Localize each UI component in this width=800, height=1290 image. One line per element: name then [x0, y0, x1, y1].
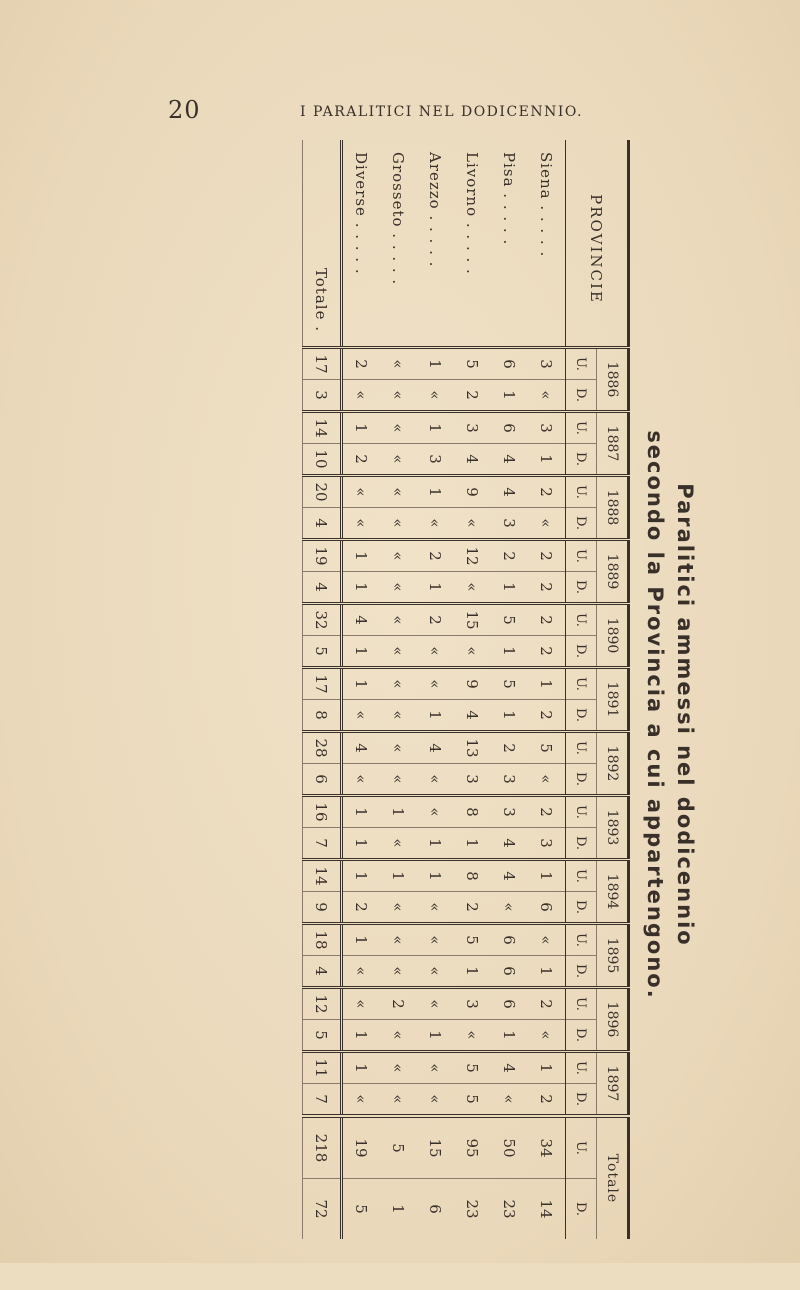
women-count-cell: 8 [303, 700, 342, 732]
total-women-cell: 23 [491, 1179, 528, 1240]
table-row [491, 140, 528, 1239]
women-count-cell: « [528, 764, 566, 796]
year-header: 1893 [597, 796, 629, 860]
running-title: I PARALITICI NEL DODICENNIO. [300, 104, 584, 120]
year-header: 1886 [597, 348, 629, 412]
men-count-cell: 1 [528, 860, 566, 892]
province-name: Diverse . . . . . [342, 140, 381, 348]
women-count-cell: 2 [528, 636, 566, 668]
women-count-cell: 1 [417, 1020, 454, 1052]
women-count-cell: 1 [491, 572, 528, 604]
men-count-cell: 3 [491, 796, 528, 828]
men-subheader: U. [566, 412, 597, 444]
women-count-cell: 1 [491, 380, 528, 412]
men-subheader: U. [566, 860, 597, 892]
men-count-cell: 9 [454, 668, 491, 700]
women-count-cell: « [528, 508, 566, 540]
men-count-cell: 11 [303, 1052, 342, 1084]
women-subheader: D. [566, 956, 597, 988]
men-count-cell: 15 [454, 604, 491, 636]
men-count-cell: « [417, 988, 454, 1020]
women-count-cell: « [380, 764, 417, 796]
women-count-cell: « [417, 764, 454, 796]
total-women-cell: 14 [528, 1179, 566, 1240]
province-name: Grosseto . . . . . [389, 152, 408, 286]
total-men-cell: 95 [454, 1116, 491, 1179]
men-count-cell: 1 [342, 412, 381, 444]
year-header: 1890 [597, 604, 629, 668]
total-row [303, 140, 342, 1239]
women-count-cell: 1 [342, 1020, 381, 1052]
women-count-cell: 3 [491, 508, 528, 540]
men-count-cell: « [417, 1052, 454, 1084]
women-count-cell: « [417, 956, 454, 988]
page-number: 20 [168, 96, 201, 124]
men-count-cell: 1 [342, 1052, 381, 1084]
total-women-subheader: D. [566, 1179, 597, 1240]
women-count-cell: 1 [342, 572, 381, 604]
men-count-cell: 2 [528, 540, 566, 572]
women-count-cell: 6 [491, 956, 528, 988]
women-count-cell: « [454, 572, 491, 604]
men-subheader: U. [566, 348, 597, 380]
women-count-cell: 5 [454, 1084, 491, 1117]
women-count-cell: « [380, 636, 417, 668]
men-count-cell: 4 [342, 732, 381, 764]
men-count-cell: 4 [491, 476, 528, 508]
men-count-cell: « [380, 924, 417, 956]
men-count-cell: 2 [528, 604, 566, 636]
men-count-cell: 9 [454, 476, 491, 508]
province-name: Pisa . . . . . [500, 152, 519, 246]
year-header: 1894 [597, 860, 629, 924]
provinces-header: PROVINCIE [566, 140, 629, 348]
women-count-cell: « [380, 444, 417, 476]
women-subheader: D. [566, 636, 597, 668]
women-subheader: D. [566, 380, 597, 412]
men-count-cell: 1 [417, 476, 454, 508]
table-row [342, 140, 381, 1239]
year-header: 1887 [597, 412, 629, 476]
women-count-cell: 9 [303, 892, 342, 924]
men-count-cell: 1 [342, 668, 381, 700]
women-count-cell: « [380, 956, 417, 988]
men-subheader: U. [566, 668, 597, 700]
women-count-cell: 4 [303, 956, 342, 988]
year-header: 1896 [597, 988, 629, 1052]
total-label: Totale . [303, 140, 342, 348]
women-count-cell: 1 [491, 700, 528, 732]
women-count-cell: 3 [491, 764, 528, 796]
men-count-cell: 19 [303, 540, 342, 572]
men-count-cell: « [528, 924, 566, 956]
women-count-cell: 2 [528, 1084, 566, 1117]
table-row [454, 140, 491, 1239]
women-subheader: D. [566, 1084, 597, 1117]
men-count-cell: 2 [380, 988, 417, 1020]
men-count-cell: 2 [528, 476, 566, 508]
table-title-line-2: secondo la Provincia a cui appartengono. [643, 430, 667, 1000]
women-count-cell: 3 [303, 380, 342, 412]
table-body [303, 140, 566, 1239]
men-subheader: U. [566, 476, 597, 508]
women-subheader: D. [566, 700, 597, 732]
total-women-cell: 5 [342, 1179, 381, 1240]
women-count-cell: 4 [454, 444, 491, 476]
men-count-cell: « [380, 732, 417, 764]
women-count-cell: « [454, 508, 491, 540]
women-count-cell: 1 [528, 444, 566, 476]
women-subheader: D. [566, 444, 597, 476]
women-count-cell: 4 [491, 828, 528, 860]
women-count-cell: « [417, 636, 454, 668]
men-count-cell: « [380, 348, 417, 380]
women-count-cell: « [380, 380, 417, 412]
men-count-cell: « [342, 988, 381, 1020]
women-count-cell: « [417, 1084, 454, 1117]
men-count-cell: 1 [342, 924, 381, 956]
women-count-cell: 6 [303, 764, 342, 796]
table-row [417, 140, 454, 1239]
women-subheader: D. [566, 1020, 597, 1052]
men-subheader: U. [566, 924, 597, 956]
men-count-cell: 2 [528, 988, 566, 1020]
men-count-cell: 1 [417, 860, 454, 892]
women-count-cell: 1 [454, 828, 491, 860]
total-women-cell: 72 [303, 1179, 342, 1240]
men-count-cell: 12 [303, 988, 342, 1020]
total-men-cell: 19 [342, 1116, 381, 1179]
women-subheader: D. [566, 764, 597, 796]
women-count-cell: « [417, 380, 454, 412]
table-row [380, 140, 417, 1239]
men-count-cell: 4 [491, 860, 528, 892]
women-count-cell: « [491, 1084, 528, 1117]
women-count-cell: « [417, 892, 454, 924]
women-count-cell: « [528, 380, 566, 412]
women-count-cell: 3 [528, 828, 566, 860]
women-count-cell: 3 [417, 444, 454, 476]
men-count-cell: « [342, 476, 381, 508]
men-count-cell: 16 [303, 796, 342, 828]
men-count-cell: 13 [454, 732, 491, 764]
men-count-cell: 8 [454, 796, 491, 828]
men-count-cell: 2 [528, 796, 566, 828]
women-count-cell: 1 [417, 572, 454, 604]
year-header: 1891 [597, 668, 629, 732]
year-header: 1897 [597, 1052, 629, 1117]
women-subheader: D. [566, 572, 597, 604]
men-count-cell: 3 [528, 412, 566, 444]
men-count-cell: 5 [454, 924, 491, 956]
women-count-cell: « [380, 1020, 417, 1052]
men-count-cell: 3 [454, 988, 491, 1020]
women-count-cell: 1 [454, 956, 491, 988]
men-count-cell: 2 [342, 348, 381, 380]
men-count-cell: 1 [342, 860, 381, 892]
men-subheader: U. [566, 1052, 597, 1084]
men-count-cell: 1 [417, 412, 454, 444]
total-men-cell: 50 [491, 1116, 528, 1179]
men-count-cell: 12 [454, 540, 491, 572]
men-count-cell: 1 [528, 1052, 566, 1084]
men-count-cell: 6 [491, 348, 528, 380]
men-count-cell: 1 [342, 796, 381, 828]
men-count-cell: 4 [491, 1052, 528, 1084]
women-subheader: D. [566, 508, 597, 540]
men-count-cell: « [380, 668, 417, 700]
women-count-cell: 2 [342, 444, 381, 476]
women-count-cell: 1 [417, 828, 454, 860]
women-count-cell: 4 [303, 508, 342, 540]
paralytics-table [302, 140, 630, 1239]
men-count-cell: « [380, 476, 417, 508]
women-count-cell: 4 [303, 572, 342, 604]
total-men-subheader: U. [566, 1116, 597, 1179]
women-count-cell: 1 [491, 636, 528, 668]
women-count-cell: 2 [342, 892, 381, 924]
women-count-cell: « [380, 1084, 417, 1117]
women-count-cell: « [342, 956, 381, 988]
men-count-cell: 32 [303, 604, 342, 636]
men-subheader: U. [566, 988, 597, 1020]
total-men-cell: 34 [528, 1116, 566, 1179]
men-count-cell: 1 [380, 796, 417, 828]
women-subheader: D. [566, 892, 597, 924]
men-count-cell: 6 [491, 412, 528, 444]
men-count-cell: 4 [342, 604, 381, 636]
total-women-cell: 23 [454, 1179, 491, 1240]
rotated-table-block [140, 140, 700, 1290]
table-row [528, 140, 566, 1239]
women-count-cell: 3 [454, 764, 491, 796]
women-count-cell: 1 [417, 700, 454, 732]
men-subheader: U. [566, 732, 597, 764]
year-header: 1888 [597, 476, 629, 540]
men-subheader: U. [566, 540, 597, 572]
women-count-cell: 1 [528, 956, 566, 988]
men-count-cell: « [380, 1052, 417, 1084]
men-count-cell: 8 [454, 860, 491, 892]
total-men-cell: 15 [417, 1116, 454, 1179]
men-count-cell: 14 [303, 412, 342, 444]
men-count-cell: 6 [491, 924, 528, 956]
women-count-cell: « [380, 828, 417, 860]
women-count-cell: « [454, 636, 491, 668]
total-header: Totale [597, 1116, 629, 1239]
province-name: Siena . . . . . [537, 152, 556, 258]
men-count-cell: 3 [454, 412, 491, 444]
men-count-cell: « [380, 540, 417, 572]
women-count-cell: 1 [491, 1020, 528, 1052]
men-count-cell: 5 [491, 668, 528, 700]
women-count-cell: 2 [454, 380, 491, 412]
men-count-cell: 17 [303, 668, 342, 700]
women-count-cell: « [342, 700, 381, 732]
women-count-cell: 5 [303, 636, 342, 668]
men-count-cell: 1 [528, 668, 566, 700]
women-count-cell: « [380, 508, 417, 540]
women-count-cell: « [380, 892, 417, 924]
women-count-cell: « [491, 892, 528, 924]
men-count-cell: 3 [528, 348, 566, 380]
women-count-cell: « [342, 508, 381, 540]
men-count-cell: 1 [342, 540, 381, 572]
women-count-cell: 7 [303, 1084, 342, 1117]
province-name: Livorno . . . . . [463, 152, 482, 275]
men-subheader: U. [566, 796, 597, 828]
women-count-cell: 4 [454, 700, 491, 732]
men-count-cell: 5 [454, 348, 491, 380]
men-count-cell: 5 [528, 732, 566, 764]
women-count-cell: « [380, 572, 417, 604]
men-count-cell: 1 [417, 348, 454, 380]
total-men-cell: 218 [303, 1116, 342, 1179]
women-count-cell: 6 [528, 892, 566, 924]
men-count-cell: 1 [380, 860, 417, 892]
men-count-cell: 14 [303, 860, 342, 892]
women-count-cell: « [342, 380, 381, 412]
women-count-cell: 5 [303, 1020, 342, 1052]
men-count-cell: 2 [491, 732, 528, 764]
page-header [0, 0, 800, 150]
men-count-cell: 2 [417, 540, 454, 572]
women-count-cell: 2 [528, 572, 566, 604]
men-count-cell: 28 [303, 732, 342, 764]
women-count-cell: « [528, 1020, 566, 1052]
men-count-cell: 2 [417, 604, 454, 636]
women-count-cell: « [380, 700, 417, 732]
women-count-cell: 2 [528, 700, 566, 732]
men-count-cell: 4 [417, 732, 454, 764]
women-count-cell: 2 [454, 892, 491, 924]
men-count-cell: « [417, 668, 454, 700]
women-count-cell: 1 [342, 636, 381, 668]
women-count-cell: 1 [342, 828, 381, 860]
women-count-cell: « [454, 1020, 491, 1052]
men-count-cell: « [380, 604, 417, 636]
year-header-row [597, 140, 629, 1239]
total-women-cell: 6 [417, 1179, 454, 1240]
women-count-cell: 4 [491, 444, 528, 476]
women-count-cell: « [342, 1084, 381, 1117]
men-count-cell: 17 [303, 348, 342, 380]
year-header: 1889 [597, 540, 629, 604]
men-count-cell: 2 [491, 540, 528, 572]
women-count-cell: 10 [303, 444, 342, 476]
women-count-cell: « [417, 508, 454, 540]
year-header: 1892 [597, 732, 629, 796]
province-name: Arezzo . . . . . [426, 152, 445, 268]
total-men-cell: 5 [380, 1116, 417, 1179]
men-subheader: U. [566, 604, 597, 636]
total-women-cell: 1 [380, 1179, 417, 1240]
women-count-cell: « [342, 764, 381, 796]
men-count-cell: 20 [303, 476, 342, 508]
year-header: 1895 [597, 924, 629, 988]
women-count-cell: 7 [303, 828, 342, 860]
men-count-cell: 6 [491, 988, 528, 1020]
table-title [640, 140, 700, 1290]
women-subheader: D. [566, 828, 597, 860]
men-count-cell: « [417, 924, 454, 956]
men-count-cell: « [417, 796, 454, 828]
men-count-cell: 5 [454, 1052, 491, 1084]
men-count-cell: 18 [303, 924, 342, 956]
men-count-cell: 5 [491, 604, 528, 636]
table-title-line-1: Paralitici ammessi nel dodicennio [673, 483, 697, 947]
men-count-cell: « [380, 412, 417, 444]
